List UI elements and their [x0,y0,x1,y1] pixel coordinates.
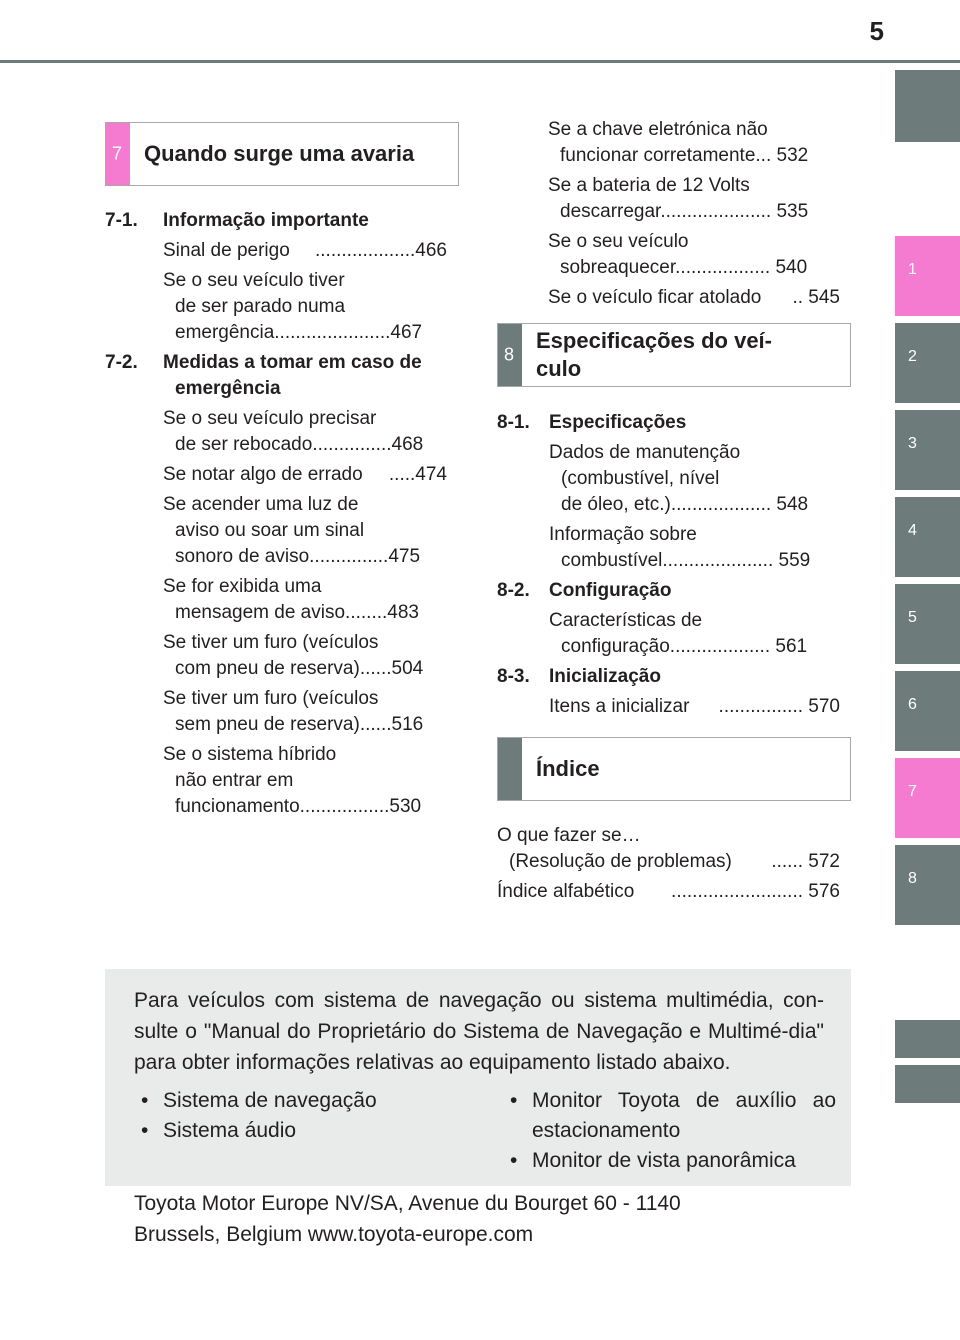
toc-right-column [490,117,840,311]
header-rule [0,60,960,63]
side-tab-blank-a[interactable] [895,1020,960,1058]
side-tab-blank-top[interactable] [895,70,960,142]
bullet-list-left [141,1086,471,1146]
subsection-8-3[interactable]: 8-3. Inicialização [497,666,661,687]
index-title: Índice [536,756,600,781]
toc-section-8 [497,410,840,720]
side-tab-1[interactable]: 1 [895,236,960,316]
publisher-address: Toyota Motor Europe NV/SA, Avenue du Bourget 60 - 1140 Brussels, Belgium www.toyota-europe.com [134,1192,681,1246]
section-7-header[interactable] [105,122,459,186]
section-7-title: Quando surge uma avaria [144,141,415,166]
section-8-header[interactable] [497,323,851,387]
toc-entry[interactable]: Índice alfabético ......................... 576 [497,881,840,902]
list-item: • Monitor de vista panorâmica [510,1149,796,1172]
toc-entry[interactable]: Se a bateria de 12 Volts descarregar..................... 535 [548,175,809,222]
toc-entry[interactable]: Se for exibida uma mensagem de aviso........483 [163,576,419,623]
toc-entry[interactable]: Dados de manutenção (combustível, nível de óleo, etc.)................... 548 [549,442,809,515]
side-tab-7[interactable]: 7 [895,758,960,838]
toc-entry[interactable]: Se a chave eletrónica não funcionar corretamente... 532 [548,119,809,166]
bullet-list-right [510,1086,836,1176]
notice-box [105,969,851,1186]
toc-entry[interactable]: Se o seu veículo precisar de ser rebocado...............468 [163,408,424,455]
toc-entry[interactable]: Características de configuração................... 561 [549,610,808,657]
index-marker [498,738,522,800]
notice-text: Para veículos com sistema de navegação ou sistema multimédia, con-sulte o "Manual do Proprietário do Sistema de Navegação e Multimé-dia" para obter informações relativas ao equipamento listado abaixo. [134,989,824,1074]
toc-entry[interactable]: Se o seu veículo tiver de ser parado numa emergência......................467 [163,270,423,343]
subsection-8-1[interactable]: 8-1. Especificações [497,412,687,433]
toc-entry[interactable]: Informação sobre combustível..................... 559 [549,524,811,571]
side-tab-8[interactable]: 8 [895,845,960,925]
page-number: 5 [869,16,884,46]
list-item: • Sistema de navegação [141,1089,377,1112]
side-tab-3[interactable]: 3 [895,410,960,490]
toc-entry[interactable]: Se notar algo de errado .....474 [163,464,447,485]
list-item: • Monitor Toyota de auxílio ao estacionamento [510,1089,836,1142]
toc-entry[interactable]: Se tiver um furo (veículos com pneu de reserva)......504 [163,632,424,679]
section-7-number: 7 [106,123,130,185]
subsection-8-2[interactable]: 8-2. Configuração [497,580,672,601]
subsection-7-1[interactable]: 7-1. Informação importante [105,210,369,231]
toc-entry[interactable]: Se acender uma luz de aviso ou soar um sinal sonoro de aviso...............475 [163,494,421,567]
toc-entry[interactable]: Se tiver um furo (veículos sem pneu de reserva)......516 [163,688,424,735]
section-8-title: Especificações do veí- culo [536,328,772,381]
subsection-7-2[interactable]: 7-2. Medidas a tomar em caso de emergência [105,352,422,399]
side-tab-5[interactable]: 5 [895,584,960,664]
side-tab-4[interactable]: 4 [895,497,960,577]
list-item: • Sistema áudio [141,1119,297,1142]
toc-entry[interactable]: Sinal de perigo ...................466 [163,240,447,261]
side-tab-2[interactable]: 2 [895,323,960,403]
toc-entry[interactable]: Se o veículo ficar atolado .. 545 [548,287,840,308]
section-8-number: 8 [498,324,522,386]
toc-entry[interactable]: Itens a inicializar ................ 570 [549,696,840,717]
toc-entry[interactable]: O que fazer se… (Resolução de problemas) ...... 572 [497,825,840,872]
toc-entry[interactable]: Se o seu veículo sobreaquecer.................. 540 [548,231,808,278]
toc-left-column [105,208,447,820]
index-header[interactable] [497,737,851,801]
side-tab-blank-b[interactable] [895,1065,960,1103]
toc-index [497,823,840,905]
side-tab-6[interactable]: 6 [895,671,960,751]
toc-entry[interactable]: Se o sistema híbrido não entrar em funcionamento.................530 [163,744,422,817]
